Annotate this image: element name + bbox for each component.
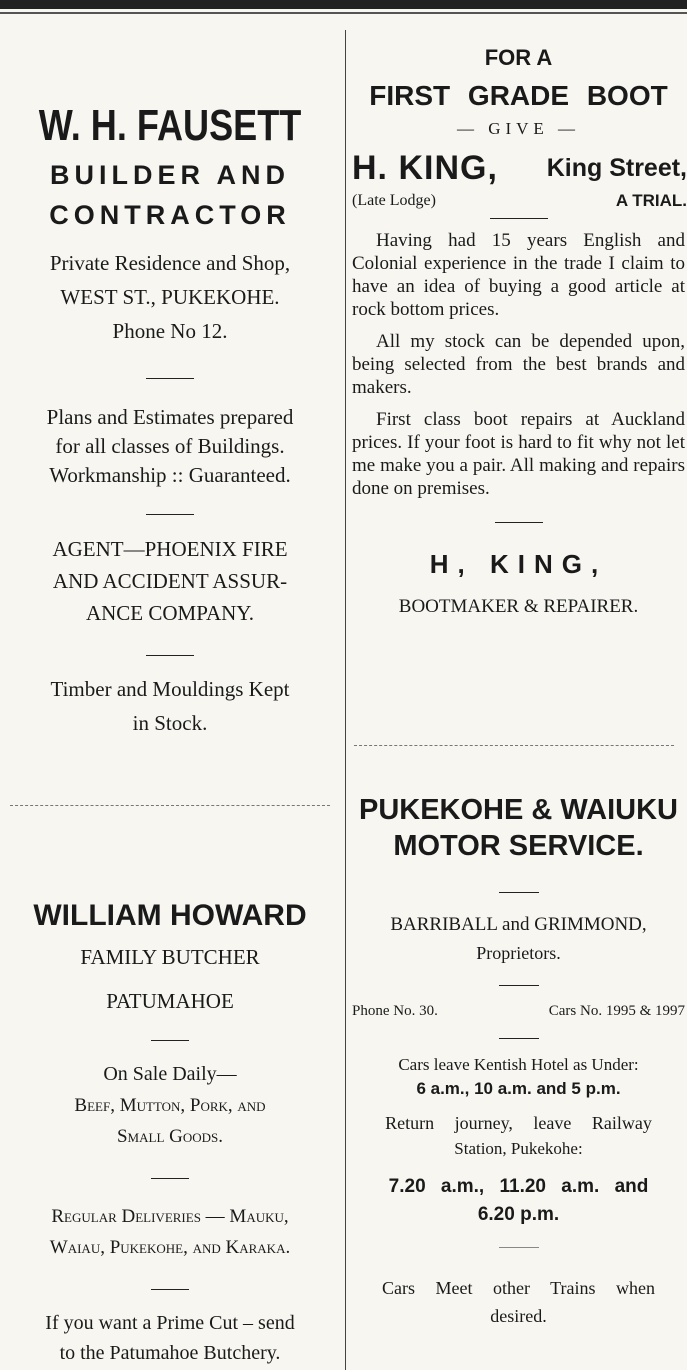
advert-separator xyxy=(354,745,674,746)
separator-rule xyxy=(146,378,194,379)
howard-prime-line2: to the Patumahoe Butchery. xyxy=(59,1342,281,1364)
howard-prime-line1: If you want a Prime Cut – send xyxy=(45,1312,295,1334)
king-signature: H, KING, xyxy=(429,549,608,579)
separator-rule xyxy=(499,985,539,986)
top-thin-rule xyxy=(0,12,687,14)
king-paragraph-3: First class boot repairs at Auckland prices. If your foot is hard to fit why not let me make you a pair. All making and repairs done on premises. xyxy=(352,409,685,499)
fausett-agent-line1: AGENT—PHOENIX FIRE xyxy=(52,537,288,561)
howard-advert xyxy=(0,896,340,1368)
separator-rule xyxy=(146,655,194,656)
howard-place: PATUMAHOE xyxy=(106,989,234,1013)
howard-trade: FAMILY BUTCHER xyxy=(80,945,260,969)
king-name: H. KING, xyxy=(352,149,498,187)
howard-deliveries-line1: Regular Deliveries — Mauku, xyxy=(51,1206,289,1227)
motor-phone: Phone No. 30. xyxy=(352,1003,438,1019)
howard-sale-line3: Small Goods. xyxy=(116,1126,223,1147)
top-border-rule xyxy=(0,0,687,9)
motor-return-line2: Station, Pukekohe: xyxy=(454,1139,583,1158)
motor-leave-line1: Cars leave Kentish Hotel as Under: xyxy=(398,1055,639,1074)
fausett-advert xyxy=(0,100,340,740)
separator-rule xyxy=(151,1178,189,1179)
fausett-agent-line2: AND ACCIDENT ASSUR- xyxy=(52,569,288,593)
king-advert xyxy=(350,44,687,621)
king-trade: BOOTMAKER & REPAIRER. xyxy=(398,596,639,617)
motor-meet-line2: desired. xyxy=(490,1306,547,1326)
separator-rule xyxy=(151,1040,189,1041)
king-street: King Street, xyxy=(546,154,687,182)
fausett-timber-line2: in Stock. xyxy=(132,711,208,735)
king-name-row xyxy=(350,146,687,190)
motor-meet-line1: Cars Meet other Trains when xyxy=(382,1278,655,1298)
fausett-timber-line1: Timber and Mouldings Kept xyxy=(50,677,290,701)
motor-contact-row xyxy=(350,998,687,1024)
fausett-plans-line1: Plans and Estimates prepared xyxy=(46,405,294,429)
fausett-plans-line2: for all classes of Buildings. xyxy=(55,434,285,458)
advert-separator xyxy=(10,805,330,806)
king-trial: A TRIAL. xyxy=(615,191,687,210)
motor-proprietors-line2: Proprietors. xyxy=(476,943,561,963)
howard-sale-line2: Beef, Mutton, Pork, and xyxy=(74,1095,266,1116)
motor-title-line2: MOTOR SERVICE. xyxy=(393,830,644,862)
separator-rule xyxy=(499,1038,539,1039)
separator-rule xyxy=(499,892,539,893)
separator-rule xyxy=(151,1289,189,1290)
king-give: — GIVE — xyxy=(456,119,581,138)
motor-cars: Cars No. 1995 & 1997 xyxy=(548,1003,685,1019)
fausett-agent-line3: ANCE COMPANY. xyxy=(85,601,255,625)
separator-rule xyxy=(146,514,194,515)
fausett-trade-line2: CONTRACTOR xyxy=(49,200,291,230)
fausett-name: W. H. FAUSETT xyxy=(38,101,302,150)
fausett-phone: Phone No 12. xyxy=(112,319,228,343)
fausett-address-line2: WEST ST., PUKEKOHE. xyxy=(60,285,280,309)
motor-leave-times: 6 a.m., 10 a.m. and 5 p.m. xyxy=(416,1079,621,1098)
king-late-row xyxy=(350,190,687,214)
howard-sale-line1: On Sale Daily— xyxy=(103,1063,237,1085)
motor-advert xyxy=(350,792,687,1330)
motor-return-times-line1: 7.20 a.m., 11.20 a.m. and xyxy=(388,1176,649,1197)
motor-return-line1: Return journey, leave Railway xyxy=(385,1113,652,1133)
king-paragraph-1: Having had 15 years English and Colonial experience in the trade I claim to have an idea of buying a good article at rock bottom prices. xyxy=(352,230,685,320)
column-divider xyxy=(345,30,346,1370)
motor-title-line1: PUKEKOHE & WAIUKU xyxy=(358,794,678,826)
king-paragraph-2: All my stock can be depended upon, being selected from the best brands and makers. xyxy=(352,331,685,398)
fausett-address-line1: Private Residence and Shop, xyxy=(49,251,291,275)
king-late: (Late Lodge) xyxy=(352,192,436,209)
separator-rule xyxy=(495,522,543,523)
fausett-trade-line1: BUILDER AND xyxy=(50,160,290,190)
separator-rule xyxy=(490,218,548,219)
motor-proprietors-line1: BARRIBALL and GRIMMOND, xyxy=(390,914,647,935)
fausett-plans-line3: Workmanship :: Guaranteed. xyxy=(49,463,291,487)
howard-name: WILLIAM HOWARD xyxy=(33,899,307,932)
motor-return-times-line2: 6.20 p.m. xyxy=(477,1204,560,1225)
howard-deliveries-line2: Waiau, Pukekohe, and Karaka. xyxy=(49,1237,291,1258)
king-headline-line1: FOR A xyxy=(484,45,553,70)
king-headline-line2: FIRST GRADE BOOT xyxy=(369,80,668,111)
separator-rule xyxy=(499,1247,539,1248)
